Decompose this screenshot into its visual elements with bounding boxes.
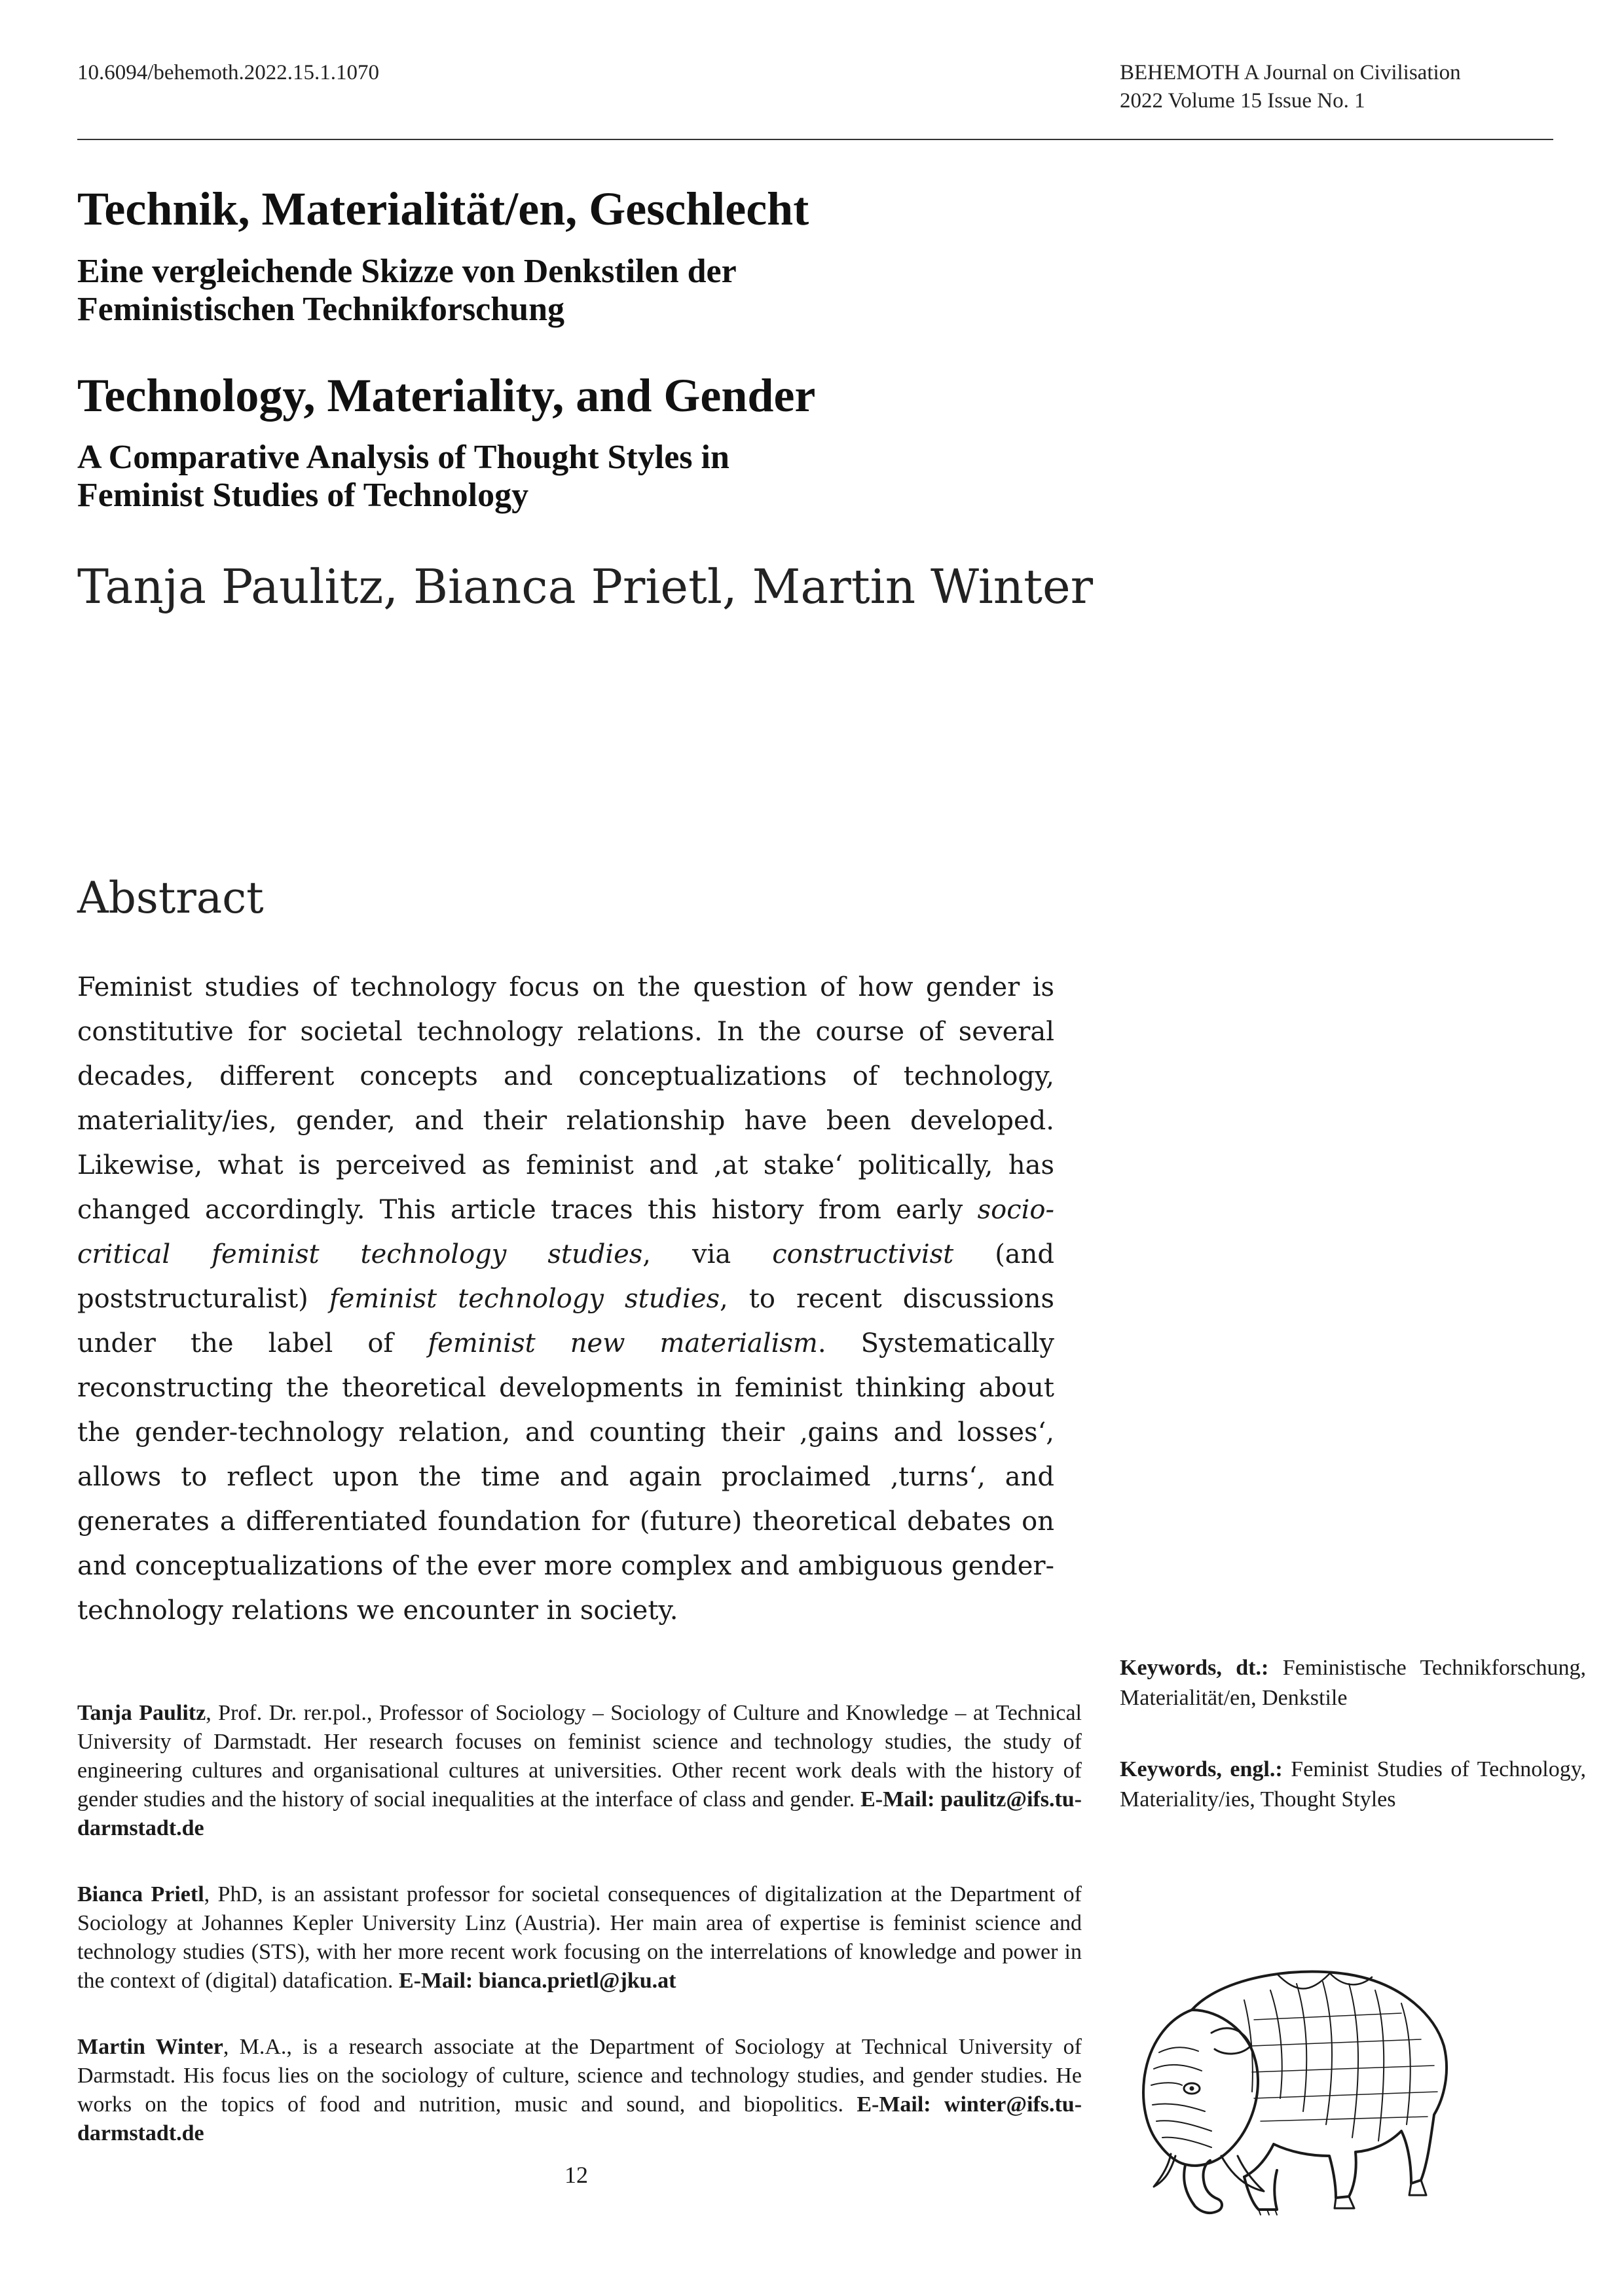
german-title: Technik, Materialität/en, Geschlecht — [77, 183, 809, 235]
bio-author-name: Martin Winter — [77, 2035, 223, 2059]
abstract-emphasis: feminist new materialism — [428, 1328, 818, 1358]
abstract-emphasis: constructivist — [772, 1239, 954, 1269]
journal-info — [1120, 59, 1461, 115]
english-subtitle-line: Feminist Studies of Technology — [77, 477, 529, 514]
abstract-segment: , via — [642, 1239, 731, 1269]
keywords-label: Keywords, dt.: — [1120, 1656, 1269, 1680]
abstract-segment: , to recent discussions under the label of — [77, 1284, 1055, 1358]
abstract-emphasis: socio-critical feminist technology studies — [77, 1195, 1054, 1269]
english-subtitle — [77, 439, 1060, 515]
bio-author-name: Bianca Prietl — [77, 1882, 204, 1906]
keywords-text: Feminist Studies of Technology, Materiality/ies, Thought Styles — [1120, 1757, 1586, 1812]
author-bio — [77, 1699, 1082, 1843]
bio-author-name: Tanja Paulitz — [77, 1701, 206, 1725]
english-subtitle-line: A Comparative Analysis of Thought Styles in — [77, 439, 729, 476]
bio-text: , PhD, is an assistant professor for societal consequences of digitalization at the Department of Sociology at Johannes Kepler University Linz (Austria). Her main area of expertise is feminist science and technology studies (STS), with her more recent work focusing on the interrelations of knowledge and power in the context of (digital) datafication. — [77, 1882, 1082, 1993]
bio-email[interactable]: E-Mail: winter@ifs.tu-darmstadt.de — [77, 2092, 1082, 2145]
doi-label: 10.6094/behemoth.2022.15.1.1070 — [77, 61, 380, 84]
german-subtitle-line: Eine vergleichende Skizze von Denkstilen der — [77, 253, 737, 290]
bio-email[interactable]: E-Mail: paulitz@ifs.tu-darmstadt.de — [77, 1787, 1082, 1840]
author-bio — [77, 1880, 1082, 1995]
abstract-text — [77, 965, 1054, 1633]
english-title: Technology, Materiality, and Gender — [77, 369, 816, 422]
abstract-segment: . Systematically reconstructing the theoretical developments in feminist thinking about the gender-technology relation, and counting their ‚gains and losses‘, allows to reflect upon the time and again proclaimed ‚turns‘, and generates a differentiated foundation for (future) theoretical debates on and conceptualizations of the ever more complex and ambiguous gender-technology relations we encounter in society. — [77, 1328, 1055, 1626]
german-subtitle-line: Feministischen Technikforschung — [77, 291, 565, 328]
keywords-english — [1120, 1755, 1586, 1815]
keywords-label: Keywords, engl.: — [1120, 1757, 1283, 1781]
abstract-segment: Feminist studies of technology focus on the question of how gender is constitutive for societal technology relations. In the course of several decades, different concepts and conceptualizations of technology, materiality/ies, gender, and their relationship have been developed. Likewise, what is perceived as feminist and ‚at stake‘ politically, has changed accordingly. This article traces this history from early — [77, 972, 1054, 1225]
german-subtitle — [77, 253, 1060, 329]
header-rule — [77, 139, 1553, 140]
behemoth-creature-icon — [1113, 1948, 1454, 2223]
keywords-text: Feministische Technikforschung, Materialität/en, Denkstile — [1120, 1656, 1586, 1710]
bio-text: , Prof. Dr. rer.pol., Professor of Sociology – Sociology of Culture and Knowledge – at Technical University of Darmstadt. Her research focuses on feminist science and technology studies, the study of engineering cultures and organisational cultures at universities. Other recent work deals with the history of gender studies and the history of social inequalities at the interface of class and gender. — [77, 1701, 1082, 1812]
bio-text: , M.A., is a research associate at the Department of Sociology at Technical University of Darmstadt. His focus lies on the sociology of culture, science and technology studies, and gender studies. He works on the topics of food and nutrition, music and sound, and biopolitics. — [77, 2035, 1082, 2117]
page-number: 12 — [564, 2162, 588, 2188]
abstract-emphasis: feminist technology studies — [329, 1284, 720, 1314]
journal-issue: 2022 Volume 15 Issue No. 1 — [1120, 89, 1365, 113]
keywords-german — [1120, 1653, 1586, 1713]
abstract-segment: (and poststructuralist) — [77, 1239, 1055, 1314]
journal-name: BEHEMOTH A Journal on Civilisation — [1120, 61, 1461, 84]
abstract-heading: Abstract — [77, 873, 264, 923]
bio-email[interactable]: E-Mail: bianca.prietl@jku.at — [398, 1969, 676, 1993]
author-bio — [77, 2033, 1082, 2148]
author-list: Tanja Paulitz, Bianca Prietl, Martin Winter — [77, 559, 1094, 614]
